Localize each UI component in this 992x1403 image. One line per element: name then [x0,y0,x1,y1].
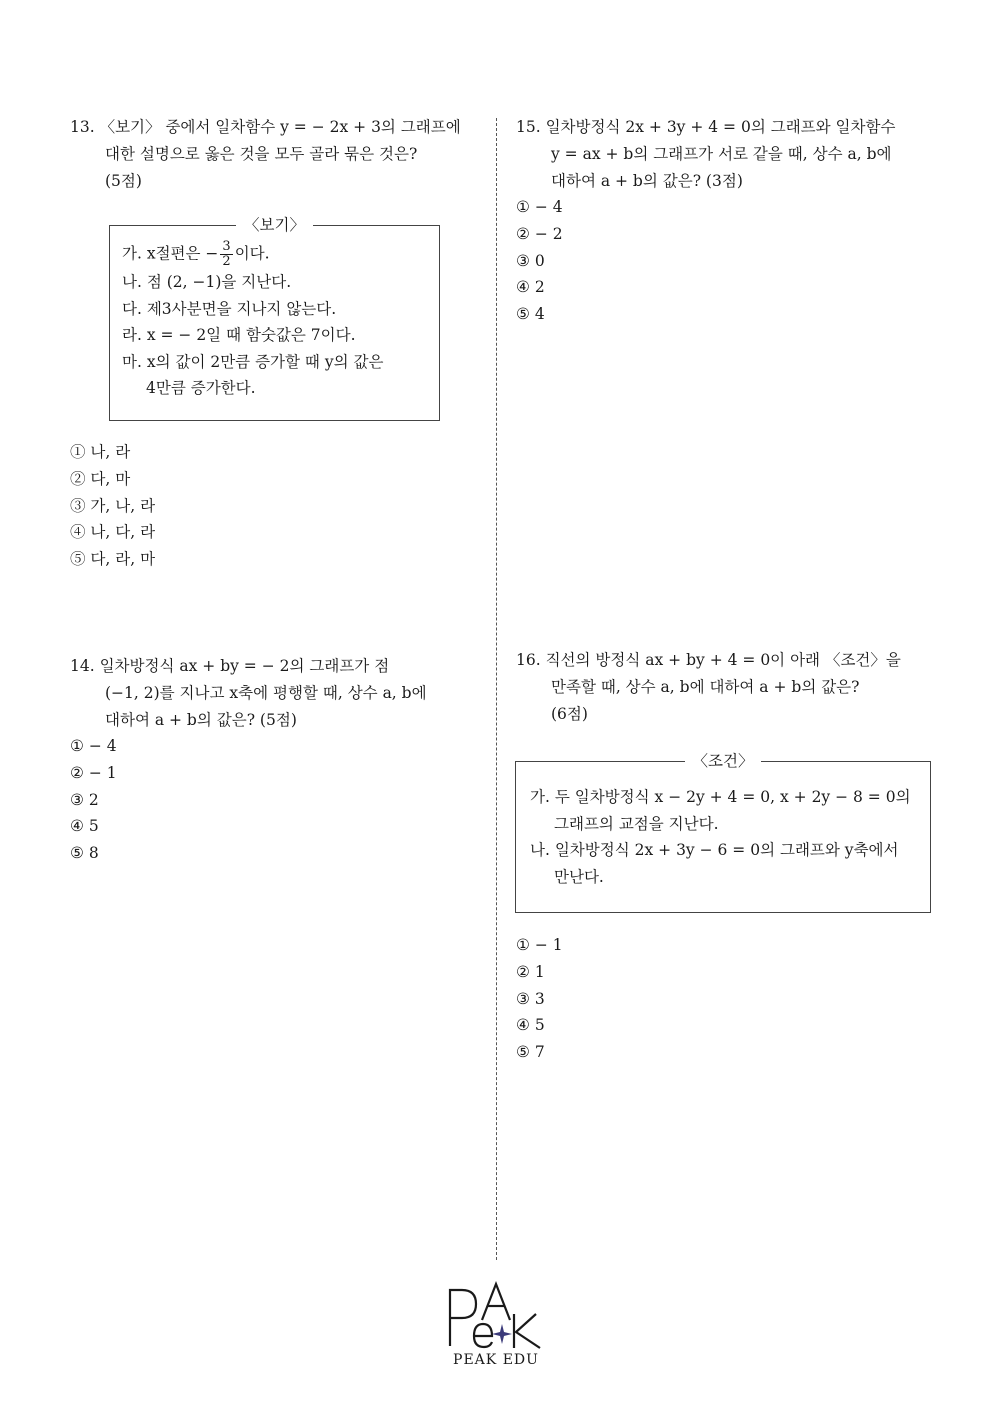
jogeon-box-title: 〈조건〉 [516,751,930,771]
bogi-box-title: 〈보기〉 [110,215,439,235]
bogi-item-ma: 마. x의 값이 2만큼 증가할 때 y의 값은 [122,352,384,371]
question-14-choices [70,733,117,867]
choice[interactable]: ④ 2 [516,278,545,297]
brand-name: PEAK EDU [453,1352,539,1368]
question-16-choices [516,932,563,1066]
question-16 [516,647,901,728]
jogeon-item-ga: 가. 두 일차방정식 x − 2y + 4 = 0, x + 2y − 8 = 0의 [530,788,911,806]
bogi-item-ma-cont: 4만큼 증가한다. [146,379,256,397]
choice[interactable]: ② 다, 마 [70,469,131,488]
choice[interactable]: ③ 2 [70,790,99,809]
choice[interactable]: ② − 2 [516,224,563,243]
choice[interactable]: ⑤ 8 [70,844,99,863]
question-14 [70,653,427,734]
question-13-choices [70,439,155,573]
question-15 [516,114,895,195]
jogeon-item-na: 나. 일차방정식 2x + 3y − 6 = 0의 그래프와 y축에서 [530,841,899,859]
question-15-choices [516,194,563,328]
choice[interactable]: ① − 4 [516,198,563,216]
bogi-box [109,216,440,421]
question-14-line-1: 14. 일차방정식 ax + by = − 2의 그래프가 점 [70,657,390,675]
column-divider [496,118,497,1260]
choice[interactable]: ④ 5 [70,817,99,836]
question-15-line-3: 대하여 a + b의 값은? (3점) [551,172,743,190]
choice[interactable]: ⑤ 4 [516,305,545,324]
question-15-line-1: 15. 일차방정식 2x + 3y + 4 = 0의 그래프와 일차함수 [516,118,896,136]
question-14-line-3: 대하여 a + b의 값은? (5점) [105,711,297,729]
choice[interactable]: ① 나, 라 [70,443,131,461]
bogi-item-na: 나. 점 (2, −1)을 지난다. [122,273,292,291]
question-13-line-1: 13. 〈보기〉 중에서 일차함수 y = − 2x + 3의 그래프에 [70,118,461,136]
bogi-item-ra: 라. x = − 2일 때 함숫값은 7이다. [122,326,356,344]
question-13-points: (5점) [105,172,142,190]
fraction-three-halves: $\frac{3}{2}$ [222,239,231,269]
question-13-line-2: 대한 설명으로 옳은 것을 모두 골라 묶은 것은? [105,145,418,163]
choice[interactable]: ⑤ 다, 라, 마 [70,550,156,569]
choice[interactable]: ③ 가, 나, 라 [70,496,156,515]
choice[interactable]: ③ 0 [516,251,545,270]
choice[interactable]: ③ 3 [516,989,545,1008]
choice[interactable]: ① − 1 [516,936,563,954]
choice[interactable]: ② − 1 [70,763,117,782]
jogeon-item-na-cont: 만난다. [554,867,604,886]
jogeon-box [515,752,931,913]
question-15-line-2: y = ax + b의 그래프가 서로 같을 때, 상수 a, b에 [551,145,892,163]
choice[interactable]: ⑤ 7 [516,1043,545,1062]
question-16-line-2: 만족할 때, 상수 a, b에 대하여 a + b의 값은? [551,678,860,696]
choice[interactable]: ② 1 [516,962,545,981]
bogi-item-da: 다. 제3사분면을 지나지 않는다. [122,299,337,318]
choice[interactable]: ① − 4 [70,737,117,755]
question-16-line-1: 16. 직선의 방정식 ax + by + 4 = 0이 아래 〈조건〉을 [516,651,901,669]
question-16-points: (6점) [551,705,588,723]
jogeon-item-ga-cont: 그래프의 교점을 지난다. [554,814,719,833]
choice[interactable]: ④ 나, 다, 라 [70,523,156,542]
bogi-item-ga: 가. x절편은 − $\frac{3}{2}$ 이다. [122,239,270,269]
question-14-line-2: (−1, 2)를 지나고 x축에 평행할 때, 상수 a, b에 [105,684,427,702]
choice[interactable]: ④ 5 [516,1016,545,1035]
question-13 [70,114,461,195]
